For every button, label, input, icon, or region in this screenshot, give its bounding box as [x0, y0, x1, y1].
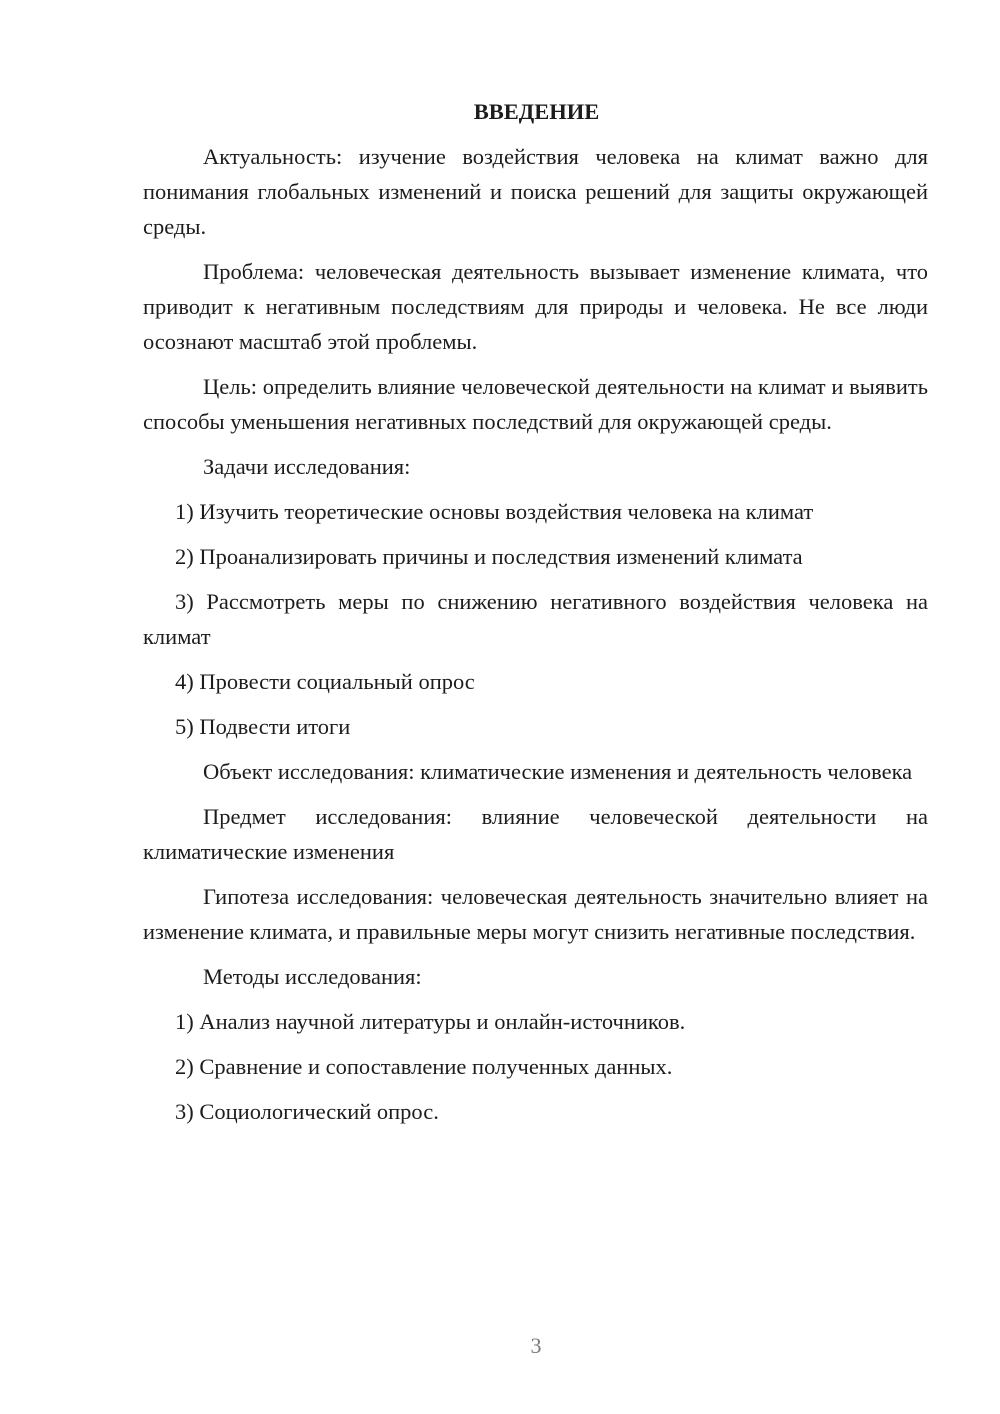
task-item-1: 1) Изучить теоретические основы воздействия человека на климат	[175, 499, 814, 524]
goal-paragraph: Цель: определить влияние человеческой деятельности на климат и выявить способы уменьшения негативных последствий для окружающей среды.	[143, 374, 928, 434]
method-item-3: 3) Социологический опрос.	[175, 1099, 439, 1124]
page-number: 3	[530, 1333, 542, 1358]
page-content	[143, 94, 928, 1139]
task-item-4: 4) Провести социальный опрос	[175, 669, 475, 694]
subject-paragraph: Предмет исследования: влияние человеческой деятельности на климатические изменения	[143, 804, 928, 864]
hypothesis-paragraph: Гипотеза исследования: человеческая деятельность значительно влияет на изменение климата, и правильные меры могут снизить негативные последствия.	[143, 884, 928, 944]
task-item-3: 3) Рассмотреть меры по снижению негативного воздействия человека на климат	[143, 589, 928, 649]
object-paragraph: Объект исследования: климатические изменения и деятельность человека	[203, 759, 913, 784]
section-title: ВВЕДЕНИЕ	[473, 99, 600, 124]
relevance-paragraph: Актуальность: изучение воздействия человека на климат важно для понимания глобальных изменений и поиска решений для защиты окружающей среды.	[143, 144, 928, 239]
problem-paragraph: Проблема: человеческая деятельность вызывает изменение климата, что приводит к негативным последствиям для природы и человека. Не все люди осознают масштаб этой проблемы.	[143, 259, 928, 354]
method-item-1: 1) Анализ научной литературы и онлайн-источников.	[175, 1009, 686, 1034]
task-item-5: 5) Подвести итоги	[175, 714, 351, 739]
tasks-heading: Задачи исследования:	[203, 454, 411, 479]
methods-heading: Методы исследования:	[203, 964, 422, 989]
task-item-2: 2) Проанализировать причины и последствия изменений климата	[175, 544, 803, 569]
method-item-2: 2) Сравнение и сопоставление полученных данных.	[175, 1054, 673, 1079]
